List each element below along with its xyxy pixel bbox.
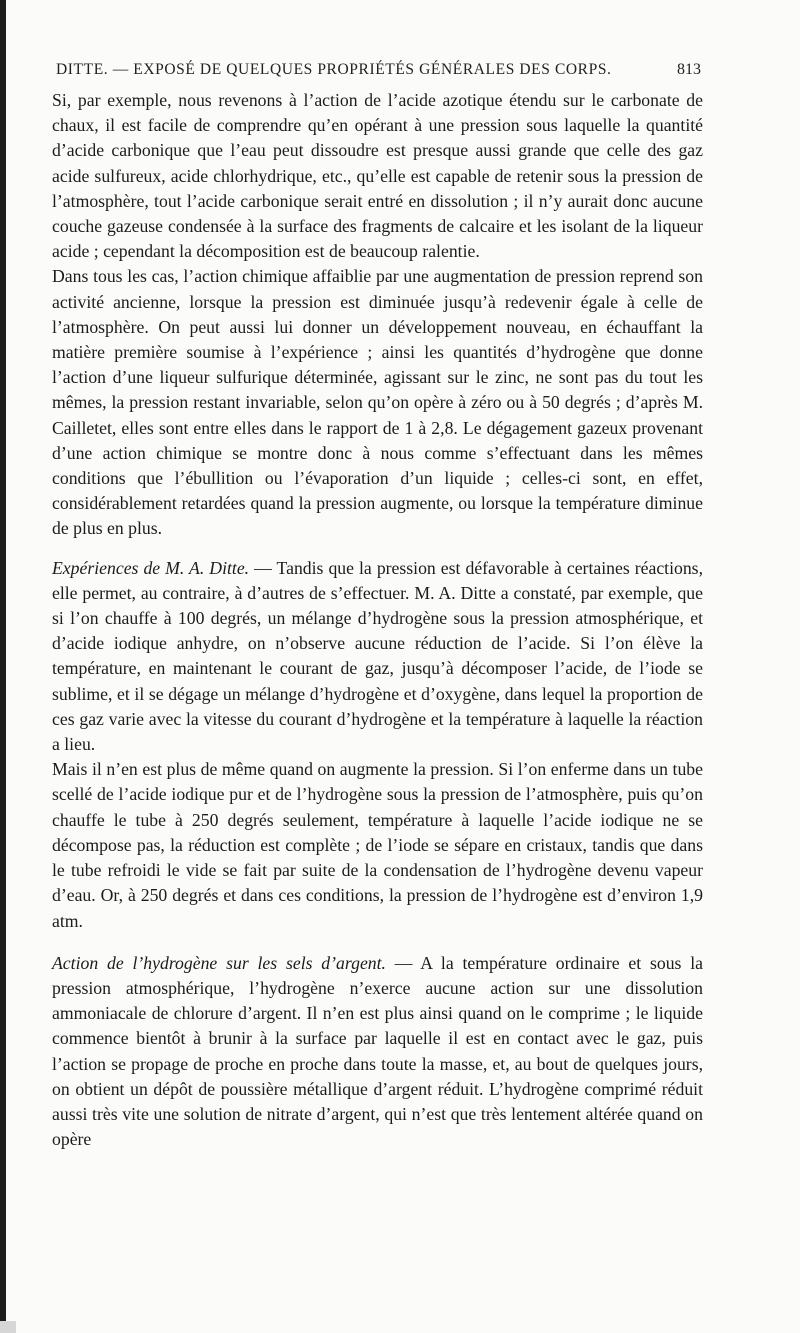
paragraph-2-text: Dans tous les cas, l’action chimique affaiblie par une augmentation de pression reprend son activité ancienne, lorsque la pression est diminuée jusqu’à redevenir égale à celle de l’atmosphère. On peut aussi lui donner un développement nouveau, en échauffant la matière première soumise à l’expérience ; ainsi les quantités d’hydrogène que donne l’action d’une liqueur sulfurique déterminée, agissant sur le zinc, ne sont pas du tout les mêmes, la pression restant invariable, selon qu’on opère à zéro ou à 50 degrés ; d’après M. Cailletet, elles sont entre elles dans le rapport de 1 à 2,8. Le dégagement gazeux provenant d’une action chimique se montre donc à nous comme s’effectuant dans les mêmes conditions que l’ébullition ou l’évaporation d’un liquide ; celles-ci sont, en effet, considérablement retardées quand la pression augmente, ou lorsque la température diminue de plus en plus. xyxy=(52,266,703,539)
paragraph-1-text: Si, par exemple, nous revenons à l’action de l’acide azotique étendu sur le carbonate de chaux, il est facile de comprendre qu’en opérant à une pression sous laquelle la quantité d’acide carbonique que l’eau peut dissoudre est presque aussi grande que celle des gaz acide sulfureux, acide chlorhydrique, etc., qu’elle est capable de retenir sous la pression de l’atmosphère, tout l’acide carbonique serait entré en dissolution ; il n’y aurait donc aucune couche gazeuse condensée à la surface des fragments de calcaire et les isolant de la liqueur acide ; cependant la décomposition est de beaucoup ralentie. xyxy=(52,90,703,262)
body-text xyxy=(52,88,703,1152)
scan-edge-shadow xyxy=(0,0,6,1333)
paragraph-4 xyxy=(52,757,703,933)
section-heading-experiences: Expériences de M. A. Ditte. xyxy=(52,557,250,578)
scan-corner-mark xyxy=(0,1321,16,1333)
running-title: DITTE. — EXPOSÉ DE QUELQUES PROPRIÉTÉS GÉNÉRALES DES CORPS. xyxy=(56,61,612,78)
page-number: 813 xyxy=(677,61,701,78)
paragraph-4-text: Mais il n’en est plus de même quand on augmente la pression. Si l’on enferme dans un tube scellé de l’acide iodique pur et de l’hydrogène sous la pression de l’atmosphère, puis qu’on chauffe le tube à 250 degrés seulement, température à laquelle l’acide iodique ne se décompose pas, la réduction est complète ; de l’iode se sépare en cristaux, tandis que dans le tube refroidi le vide se fait par suite de la condensation de l’hydrogène devenu vapeur d’eau. Or, à 250 degrés et dans ces conditions, la pression de l’hydrogène est d’environ 1,9 atm. xyxy=(52,759,703,931)
section-heading-hydrogen-silver: Action de l’hydrogène sur les sels d’argent. xyxy=(52,952,386,973)
page-header xyxy=(56,56,701,84)
paragraph-3-text: — Tandis que la pression est défavorable à certaines réactions, elle permet, au contraire, à d’autres de s’effectuer. M. A. Ditte a constaté, par exemple, que si l’on chauffe à 100 degrés, un mélange d’hydrogène sous la pression atmosphérique, et d’acide iodique anhydre, on n’observe aucune réduction de l’acide. Si l’on élève la température, en maintenant le courant de gaz, jusqu’à décomposer l’acide, de l’iode se sublime, et il se dégage un mélange d’hydrogène et d’oxygène, dans lequel la proportion de ces gaz varie avec la vitesse du courant d’hydrogène et la température à laquelle la réaction a lieu. xyxy=(52,557,703,755)
paragraph-1 xyxy=(52,88,703,264)
paragraph-3 xyxy=(52,556,703,758)
paragraph-2 xyxy=(52,264,703,541)
paragraph-5 xyxy=(52,951,703,1153)
paragraph-5-text: — A la température ordinaire et sous la pression atmosphérique, l’hydrogène n’exerce aucune action sur une dissolution ammoniacale de chlorure d’argent. Il n’en est plus ainsi quand on le comprime ; le liquide commence bientôt à brunir à la surface par laquelle il est en contact avec le gaz, puis l’action se propage de proche en proche dans toute la masse, et, au bout de quelques jours, on obtient un dépôt de poussière métallique d’argent réduit. L’hydrogène comprimé réduit aussi très vite une solution de nitrate d’argent, qui n’est que très lentement altérée quand on opère xyxy=(52,952,703,1150)
